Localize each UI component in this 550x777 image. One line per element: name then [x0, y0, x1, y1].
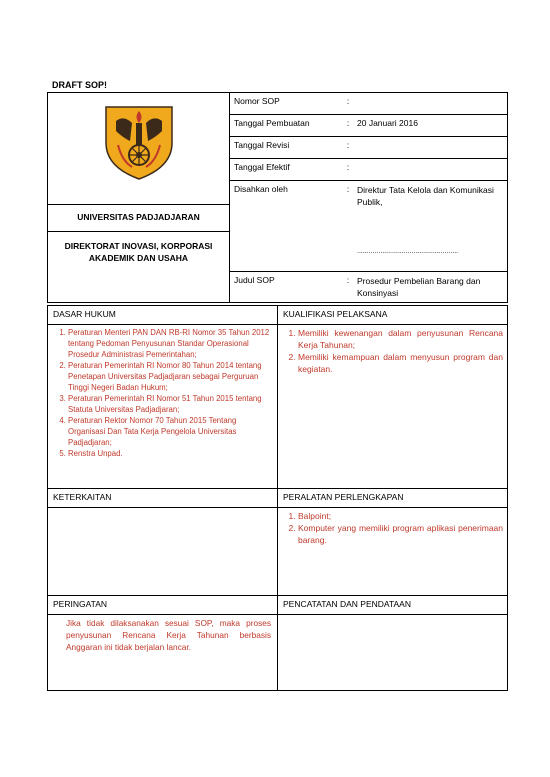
field-colon: :	[343, 93, 353, 115]
section-title-kualifikasi: KUALIFIKASI PELAKSANA	[278, 306, 508, 325]
peralatan-list	[278, 508, 507, 548]
field-label-tanggal-pembuatan: Tanggal Pembuatan	[230, 115, 344, 137]
field-value-tanggal-pembuatan: 20 Januari 2016	[353, 115, 508, 137]
kualifikasi-list	[278, 325, 507, 377]
list-item: 1. Memiliki kewenangan dalam penyusunan Rencana Kerja Tahunan;	[298, 327, 503, 351]
signature-line: ....................................................	[357, 248, 459, 255]
field-colon: :	[343, 272, 353, 303]
pencatatan-content	[278, 615, 508, 691]
peralatan-content	[278, 508, 508, 596]
list-item: 3. Peraturan Pemerintah RI Nomor 51 Tahun 2015 tentang Statuta Universitas Padjadjaran;	[68, 393, 273, 415]
field-label-tanggal-efektif: Tanggal Efektif	[230, 159, 344, 181]
field-label-tanggal-revisi: Tanggal Revisi	[230, 137, 344, 159]
section-title-keterkaitan: KETERKAITAN	[48, 489, 278, 508]
field-label-disahkan: Disahkan oleh	[230, 181, 344, 272]
directorate-name: DIREKTORAT INOVASI, KORPORASI AKADEMIK DAN USAHA	[48, 232, 230, 303]
sop-detail-table	[47, 305, 508, 691]
dasar-hukum-list	[48, 325, 277, 461]
peringatan-content	[48, 615, 278, 691]
university-name: UNIVERSITAS PADJADJARAN	[48, 205, 230, 232]
list-item: 2. Komputer yang memiliki program aplikasi penerimaan barang.	[298, 522, 503, 546]
field-colon: :	[343, 181, 353, 272]
section-title-peralatan: PERALATAN PERLENGKAPAN	[278, 489, 508, 508]
field-colon: :	[343, 159, 353, 181]
section-title-dasar-hukum: DASAR HUKUM	[48, 306, 278, 325]
section-title-peringatan: PERINGATAN	[48, 596, 278, 615]
field-label-judul: Judul SOP	[230, 272, 344, 303]
field-value-disahkan	[353, 181, 508, 272]
field-colon: :	[343, 115, 353, 137]
field-value-tanggal-revisi	[353, 137, 508, 159]
field-value-nomor	[353, 93, 508, 115]
list-item: 1. Peraturan Menteri PAN DAN RB-RI Nomor 35 Tahun 2012 tentang Pedoman Penyusunan Standar Operasional Prosedur Administrasi Pemerintahan;	[68, 327, 273, 360]
field-value-judul: Prosedur Pembelian Barang dan Konsinyasi	[353, 272, 508, 303]
list-item: 5. Renstra Unpad.	[68, 448, 273, 459]
approver-title: Direktur Tata Kelola dan Komunikasi Publik,	[357, 185, 494, 207]
list-item: 2. Peraturan Pemerintah RI Nomor 80 Tahun 2014 tentang Penetapan Universitas Padjadjaran sebagai Perguruan Tinggi Negeri Badan Hukum;	[68, 360, 273, 393]
kualifikasi-content	[278, 325, 508, 489]
keterkaitan-content	[48, 508, 278, 596]
section-title-pencatatan: PENCATATAN DAN PENDATAAN	[278, 596, 508, 615]
peringatan-text: Jika tidak dilaksanakan sesuai SOP, maka proses penyusunan Rencana Kerja Tahunan berbasis Anggaran ini tidak berjalan lancar.	[66, 618, 271, 652]
field-value-tanggal-efektif	[353, 159, 508, 181]
university-logo-icon	[102, 101, 176, 181]
list-item: 4. Peraturan Rektor Nomor 70 Tahun 2015 Tentang Organisasi Dan Tata Kerja Pengelola Universitas Padjadjaran;	[68, 415, 273, 448]
logo-cell	[48, 93, 230, 205]
sop-header-table	[47, 92, 508, 303]
list-item: 1. Balpoint;	[298, 510, 503, 522]
dasar-hukum-content	[48, 325, 278, 489]
field-label-nomor: Nomor SOP	[230, 93, 344, 115]
field-colon: :	[343, 137, 353, 159]
draft-title: DRAFT SOP!	[52, 80, 107, 90]
list-item: 2. Memiliki kemampuan dalam menyusun program dan kegiatan.	[298, 351, 503, 375]
